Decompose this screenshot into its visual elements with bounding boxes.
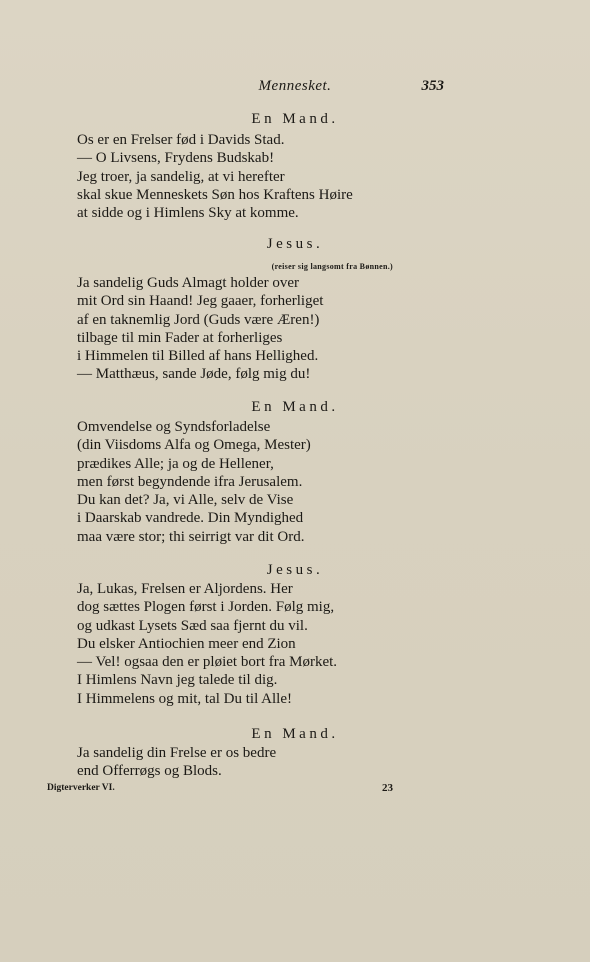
signature-mark: Digterverker VI. — [47, 783, 115, 793]
verse-line: Os er en Frelser fød i Davids Stad. — [77, 132, 285, 148]
verse-line: — Vel! ogsaa den er pløiet bort fra Mørket. — [77, 654, 338, 671]
verse-line: prædikes Alle; ja og de Hellener, — [77, 455, 274, 472]
verse-line: — Matthæus, sande Jøde, følg mig du! — [77, 366, 311, 383]
verse-line: Ja sandelig din Frelse er os bedre — [77, 745, 277, 761]
verse-line: skal skue Menneskets Søn hos Kraftens Høire — [77, 186, 353, 203]
verse-line: Omvendelse og Syndsforladelse — [77, 419, 271, 435]
verse-stanza — [77, 274, 323, 384]
verse-line: maa være stor; thi seirrigt var dit Ord. — [77, 528, 305, 545]
verse-line: men først begyndende ifra Jerusalem. — [77, 473, 303, 490]
sheet-number: 23 — [382, 782, 393, 794]
verse-line: tilbage til min Fader at forherliges — [77, 329, 283, 346]
speaker-heading: Jesus. — [266, 236, 324, 252]
verse-line: Ja sandelig Guds Almagt holder over — [77, 275, 300, 291]
verse-line: end Offerrøgs og Blods. — [77, 763, 222, 780]
verse-line: (din Viisdoms Alfa og Omega, Mester) — [77, 437, 311, 454]
verse-stanza — [77, 744, 276, 781]
verse-line: I Himlens Navn jeg talede til dig. — [77, 672, 278, 689]
verse-line: dog sættes Plogen først i Jorden. Følg mig, — [77, 599, 335, 616]
speaker-heading: En Mand. — [251, 726, 339, 742]
running-title: Mennesket. — [258, 78, 332, 94]
verse-stanza — [77, 131, 353, 222]
verse-line: Jeg troer, ja sandelig, at vi herefter — [77, 168, 285, 185]
verse-line: Du kan det? Ja, vi Alle, selv de Vise — [77, 492, 294, 509]
verse-line: i Himmelen til Billed af hans Hellighed. — [77, 348, 319, 365]
verse-line: I Himmelens og mit, tal Du til Alle! — [77, 690, 292, 707]
verse-line: at sidde og i Himlens Sky at komme. — [77, 205, 299, 222]
verse-line: og udkast Lysets Sæd saa fjernt du vil. — [77, 617, 308, 634]
speaker-heading: En Mand. — [251, 399, 339, 415]
verse-line: — O Livsens, Frydens Budskab! — [77, 150, 275, 167]
page-number: 353 — [421, 78, 444, 94]
verse-line: Ja, Lukas, Frelsen er Aljordens. Her — [77, 581, 293, 597]
verse-line: i Daarskab vandrede. Din Myndighed — [77, 510, 304, 527]
verse-stanza — [77, 418, 311, 546]
verse-line: mit Ord sin Haand! Jeg gaaer, forherliget — [77, 293, 324, 310]
verse-line: af en taknemlig Jord (Guds være Æren!) — [77, 311, 320, 328]
speaker-heading: Jesus. — [266, 562, 324, 578]
stage-direction: (reiser sig langsomt fra Bønnen.) — [271, 262, 393, 271]
speaker-heading: En Mand. — [251, 111, 339, 127]
verse-stanza — [77, 580, 337, 708]
verse-line: Du elsker Antiochien meer end Zion — [77, 635, 296, 652]
